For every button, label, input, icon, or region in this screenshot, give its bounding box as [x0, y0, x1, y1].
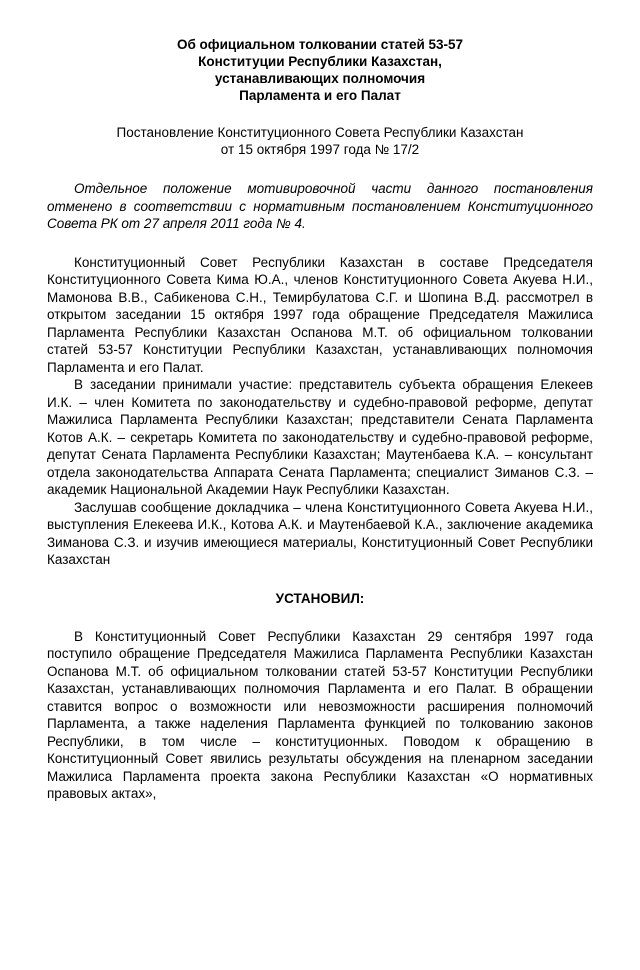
amendment-note: Отдельное положение мотивировочной части данного постановления отменено в соответствии с нормативным постановлением Конституционного Совета РК от 27 апреля 2011 года № 4. [47, 181, 593, 231]
preamble-paragraph: Заслушав сообщение докладчика – члена Конституционного Совета Акуева Н.И., выступления Елекеева И.К., Котова А.К. и Маутенбаевой К.А., заключение академика Зиманова С.З. и изучив имеющиеся материалы, Конституционный Совет Республики Казахстан [47, 499, 593, 567]
document-subtitle-line: от 15 октября 1997 года № 17/2 [220, 142, 420, 157]
established-section [47, 628, 593, 803]
preamble-section [47, 254, 593, 569]
preamble-paragraph: Конституционный Совет Республики Казахстан в составе Председателя Конституционного Совета Кима Ю.А., членов Конституционного Совета Акуева Н.И., Мамонова В.В., Сабикенова С.Н., Темирбулатова С.Г. и Шопина В.Д. рассмотрел в открытом заседании 15 октября 1997 года обращение Председателя Мажилиса Парламента Республики Казахстан Оспанова М.Т. об официальном толковании статей 53-57 Конституции Республики Казахстан, устанавливающих полномочия Парламента и его Палат. [47, 254, 593, 375]
established-paragraph: В Конституционный Совет Республики Казахстан 29 сентября 1997 года поступило обращение Председателя Мажилиса Парламента Республики Казахстан Оспанова М.Т. об официальном толковании статей 53-57 Конституции Республики Казахстан, устанавливающих полномочия Парламента и его Палат. В обращении ставится вопрос о возможности или невозможности расширения полномочий Парламента, а также наделения Парламента функцией по толкованию законов Республики, в том числе – конституционных. Поводом к обращению в Конституционный Совет явились результаты обсуждения на пленарном заседании Мажилиса Парламента проекта закона Республики Казахстан «О нормативных правовых актах», [47, 628, 593, 801]
document-subtitle-line: Постановление Конституционного Совета Республики Казахстан [116, 125, 524, 140]
document-title-line: Конституции Республики Казахстан, [198, 54, 442, 69]
document-title [47, 36, 593, 104]
section-heading: УСТАНОВИЛ: [275, 590, 365, 606]
document-subtitle [47, 124, 593, 158]
document-title-line: Об официальном толковании статей 53-57 [176, 37, 464, 52]
document-title-line: устанавливающих полномочия [214, 71, 426, 86]
preamble-paragraph: В заседании принимали участие: представитель субъекта обращения Елекеев И.К. – член Комитета по законодательству и судебно-правовой реформе, депутат Мажилиса Парламента Республики Казахстан; представители Сената Парламента Котов А.К. – секретарь Комитета по законодательству и судебно-правовой реформе, депутат Сената Парламента Республики Казахстан; Маутенбаева К.А. – консультант отдела законодательства Аппарата Сената Парламента; специалист Зиманов С.З. – академик Национальной Академии Наук Республики Казахстан. [47, 377, 593, 497]
document-title-line: Парламента и его Палат [239, 88, 401, 103]
